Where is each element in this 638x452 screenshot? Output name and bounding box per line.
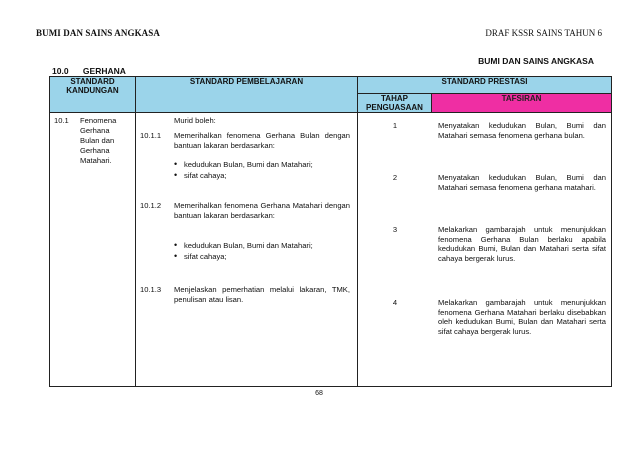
pembelajaran-text: Memerihalkan fenomena Gerhana Bulan dengan bantuan lakaran berdasarkan:: [174, 131, 350, 150]
pembelajaran-code: 10.1.3: [140, 285, 162, 294]
bullet-item: • sifat cahaya;: [174, 170, 313, 181]
header-tafsiran: TAFSIRAN: [432, 94, 612, 113]
section-heading: [52, 66, 126, 76]
bullet-list: [174, 240, 313, 262]
bullet-item: • kedudukan Bulan, Bumi dan Matahari;: [174, 240, 313, 251]
kandungan-text: Fenomena Gerhana Bulan dan Gerhana Matahari.: [80, 116, 117, 165]
bullet-item: • kedudukan Bulan, Bumi dan Matahari;: [174, 159, 313, 170]
standard-pembelajaran-cell: [136, 113, 358, 387]
prestasi-level: 4: [392, 298, 398, 307]
pembelajaran-intro: Murid boleh:: [174, 116, 216, 125]
curriculum-table: [49, 76, 612, 387]
header-standard-pembelajaran: STANDARD PEMBELAJARAN: [136, 77, 358, 113]
header-standard-prestasi: STANDARD PRESTASI: [358, 77, 612, 94]
kandungan-code: 10.1: [54, 116, 69, 125]
pembelajaran-code: 10.1.2: [140, 201, 162, 210]
section-title: GERHANA: [82, 66, 126, 76]
prestasi-level: 3: [392, 225, 398, 234]
prestasi-description: Menyatakan kedudukan Bulan, Bumi dan Matahari semasa fenomena gerhana matahari.: [438, 173, 606, 192]
pembelajaran-text: Memerihalkan fenomena Gerhana Matahari dengan bantuan lakaran berdasarkan:: [174, 201, 350, 220]
running-header-left: BUMI DAN SAINS ANGKASA: [36, 28, 160, 38]
standard-prestasi-cell: [358, 113, 612, 387]
running-header-right: DRAF KSSR SAINS TAHUN 6: [485, 28, 602, 38]
pembelajaran-text: Menjelaskan pemerhatian melalui lakaran, TMK, penulisan atau lisan.: [174, 285, 350, 304]
bullet-list: [174, 159, 313, 181]
standard-kandungan-cell: [50, 113, 136, 387]
header-tahap-penguasaan: TAHAP PENGUASAAN: [358, 94, 432, 113]
pembelajaran-code: 10.1.1: [140, 131, 162, 140]
header-standard-kandungan: STANDARD KANDUNGAN: [50, 77, 136, 113]
prestasi-description: Menyatakan kedudukan Bulan, Bumi dan Matahari semasa fenomena gerhana bulan.: [438, 121, 606, 140]
section-number: 10.0: [52, 66, 69, 76]
document-title: BUMI DAN SAINS ANGKASA: [478, 56, 594, 66]
prestasi-level: 2: [392, 173, 398, 182]
prestasi-description: Melakarkan gambarajah untuk menunjukkan fenomena Gerhana Bulan berlaku apabila kedudukan Bumi, Bulan dan Matahari serta sifat cahaya bergerak lurus.: [438, 225, 606, 263]
bullet-item: • sifat cahaya;: [174, 251, 313, 262]
prestasi-description: Melakarkan gambarajah untuk menunjukkan fenomena Gerhana Matahari berlaku disebabkan oleh kedudukan Bumi, Bulan dan Matahari serta sifat cahaya bergerak lurus.: [438, 298, 606, 336]
page-number: 68: [315, 390, 323, 397]
prestasi-level: 1: [392, 121, 398, 130]
